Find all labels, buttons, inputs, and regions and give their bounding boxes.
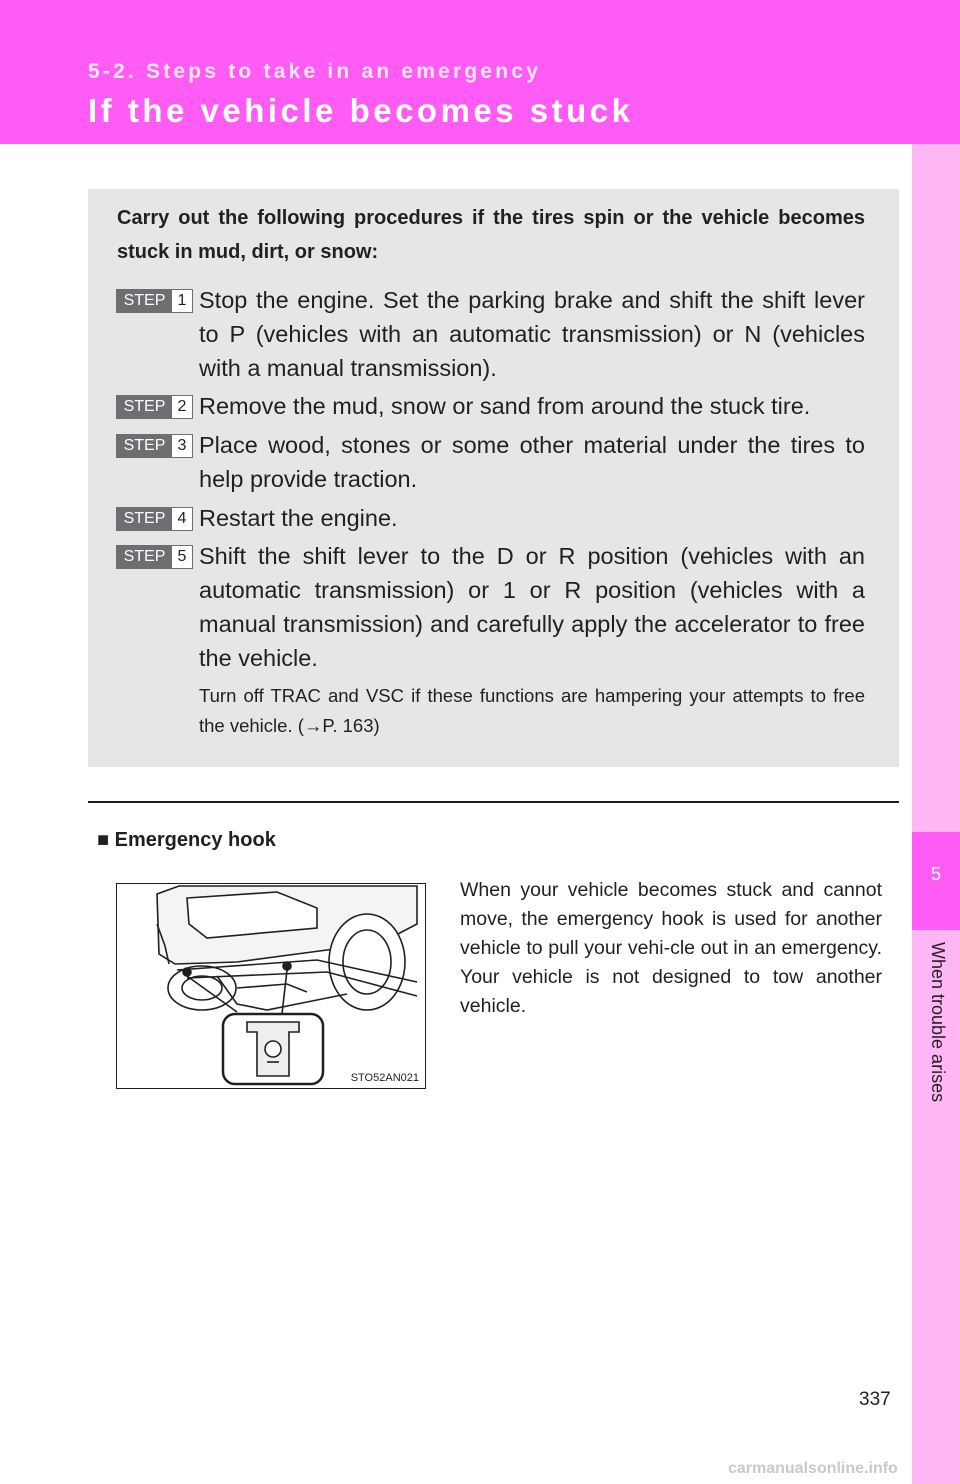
- step-word: STEP: [117, 508, 172, 530]
- step-text: Place wood, stones or some other material under the tires to help provide traction.: [199, 432, 865, 492]
- chapter-side-tab: [912, 144, 960, 1484]
- vehicle-underside-drawing: [117, 884, 426, 1089]
- step-word: STEP: [117, 290, 172, 312]
- step-badge: [116, 507, 193, 531]
- step-text: Shift the shift lever to the D or R position (vehicles with an automatic transmission) or 1 or R position (vehicles with a manual transmission) and carefully apply the accelerator to free the vehicle.: [199, 543, 865, 671]
- step-number: 3: [177, 437, 187, 454]
- step-word: STEP: [117, 435, 172, 457]
- step-text: Restart the engine.: [199, 505, 398, 531]
- emergency-hook-description: When your vehicle becomes stuck and cannot move, the emergency hook is used for another vehicle to pull your vehi-cle out in an emergency. Your vehicle is not designed to tow another vehicle.: [460, 879, 882, 1017]
- page-number: 337: [859, 1389, 891, 1410]
- section-label: 5-2. Steps to take in an emergency: [88, 60, 542, 83]
- step-badge: [116, 545, 193, 569]
- page-title: If the vehicle becomes stuck: [88, 92, 634, 129]
- step-word: STEP: [117, 396, 172, 418]
- chapter-name: When trouble arises: [928, 942, 948, 1103]
- procedure-note: Turn off TRAC and VSC if these functions are hampering your attempts to free the vehicle. (→P. 163): [199, 685, 865, 736]
- step-text: Remove the mud, snow or sand from around the stuck tire.: [199, 393, 811, 419]
- step-badge: [116, 395, 193, 419]
- step-number: 5: [177, 548, 187, 565]
- step-number: 2: [177, 398, 187, 415]
- section-divider: [88, 801, 899, 803]
- procedure-intro: Carry out the following procedures if the tires spin or the vehicle becomes stuck in mud, dirt, or snow:: [117, 207, 865, 263]
- image-code: STO52AN021: [350, 1072, 419, 1084]
- step-badge: [116, 289, 193, 313]
- step-text: Stop the engine. Set the parking brake and shift the shift lever to P (vehicles with an automatic transmission) or N (vehicles with a manual transmission).: [199, 287, 865, 381]
- heading-text: Emergency hook: [114, 829, 276, 851]
- step-badge: [116, 434, 193, 458]
- step-word: STEP: [117, 546, 172, 568]
- chapter-number: 5: [930, 864, 941, 884]
- emergency-hook-illustration: [116, 883, 426, 1089]
- step-number: 1: [177, 292, 187, 309]
- step-number: 4: [177, 510, 187, 527]
- watermark: carmanualsonline.info: [728, 1460, 898, 1477]
- emergency-hook-heading: [97, 829, 276, 852]
- bullet-square-icon: ■: [97, 829, 110, 851]
- page-header: [0, 0, 960, 144]
